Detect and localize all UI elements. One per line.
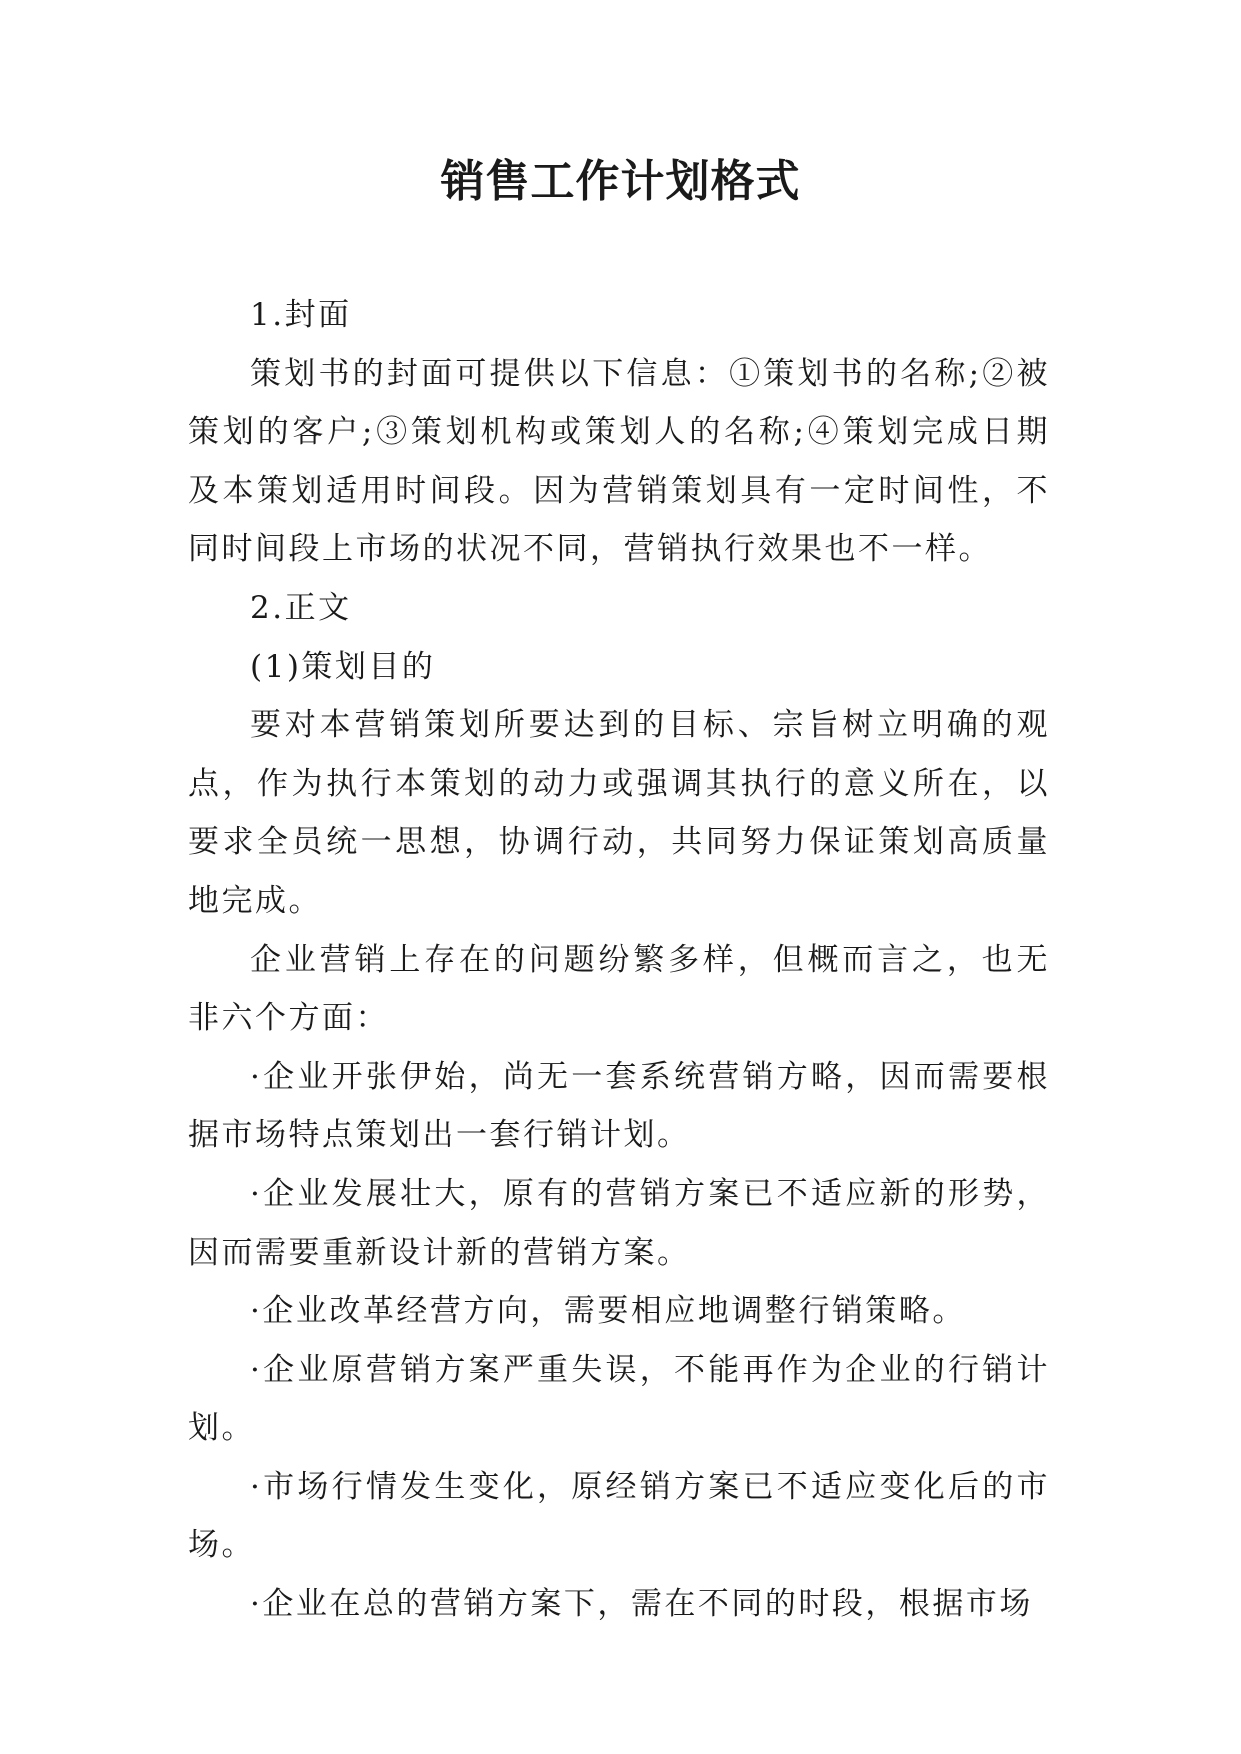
subheading-purpose: (1)策划目的 (250, 648, 436, 685)
bullet-item-market-change: ·市场行情发生变化，原经销方案已不适应变化后的市场。 (188, 1468, 1050, 1564)
heading-cover: 1.封面 (250, 297, 352, 333)
document-body (188, 286, 1050, 1634)
bullet-item-plan-failure: ·企业原营销方案严重失误，不能再作为企业的行销计划。 (188, 1351, 1050, 1447)
paragraph-cover-info: 策划书的封面可提供以下信息：①策划书的名称;②被策划的客户;③策划机构或策划人的名称;④策划完成日期及本策划适用时间段。因为营销策划具有一定时间性，不同时间段上市场的状况不同，营销执行效果也不一样。 (188, 355, 1050, 568)
bullet-item-time-period: ·企业在总的营销方案下，需在不同的时段，根据市场 (250, 1586, 1033, 1623)
paragraph-problems-intro: 企业营销上存在的问题纷繁多样，但概而言之，也无非六个方面： (188, 941, 1050, 1037)
bullet-item-direction-change: ·企业改革经营方向，需要相应地调整行销策略。 (250, 1293, 966, 1330)
bullet-item-new-business: ·企业开张伊始，尚无一套系统营销方略，因而需要根据市场特点策划出一套行销计划。 (188, 1058, 1050, 1154)
bullet-item-growth: ·企业发展壮大，原有的营销方案已不适应新的形势，因而需要重新设计新的营销方案。 (188, 1175, 1050, 1271)
heading-body: 2.正文 (250, 589, 352, 626)
document-title: 销售工作计划格式 (440, 156, 801, 207)
paragraph-purpose: 要对本营销策划所要达到的目标、宗旨树立明确的观点，作为执行本策划的动力或强调其执行的意义所在，以要求全员统一思想，协调行动，共同努力保证策划高质量地完成。 (188, 707, 1050, 919)
